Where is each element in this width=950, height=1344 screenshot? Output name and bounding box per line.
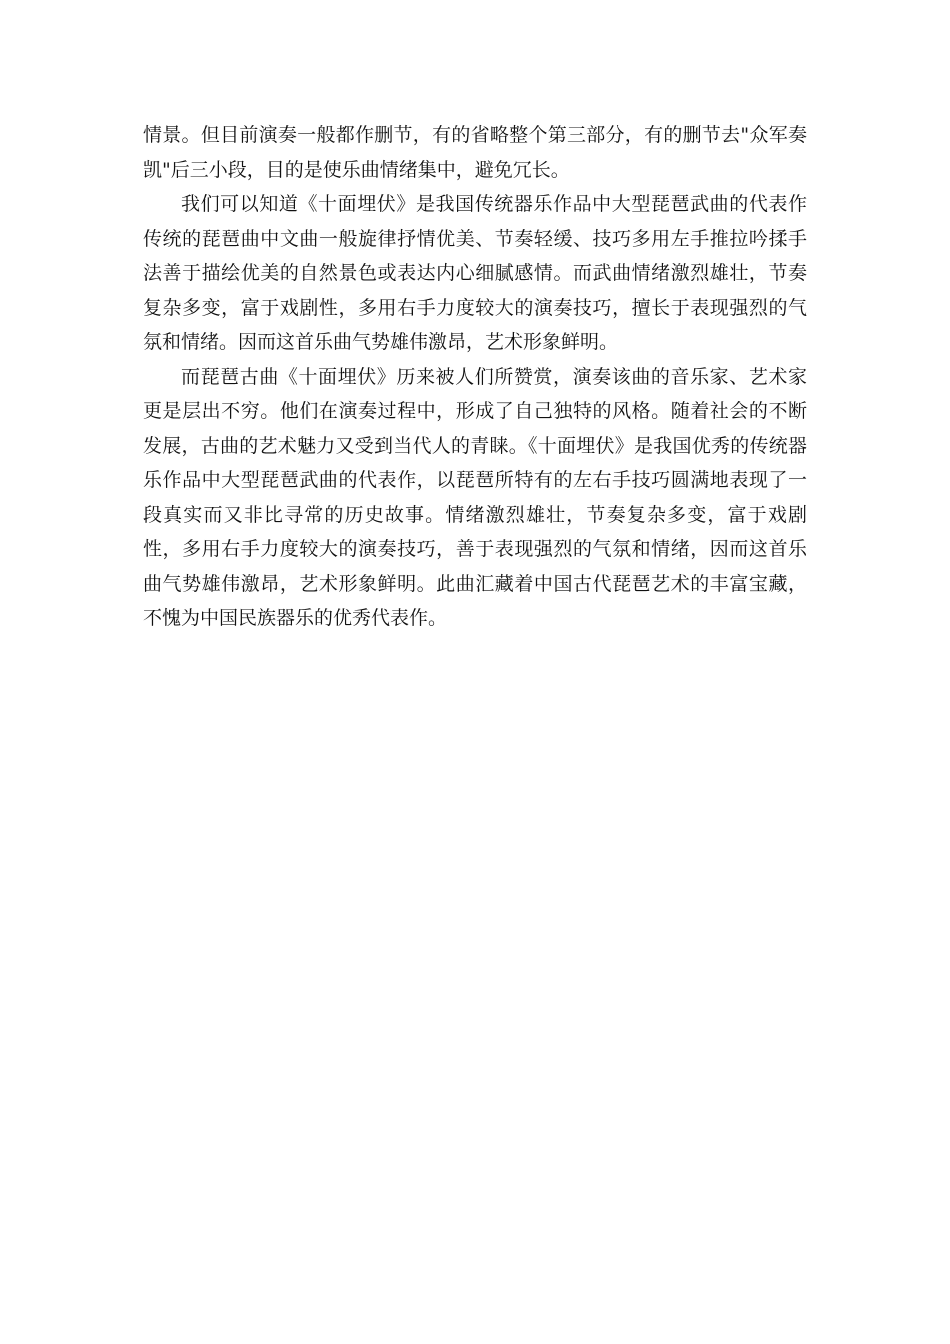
paragraph-military-piece: 我们可以知道《十面埋伏》是我国传统器乐作品中大型琵琶武曲的代表作传统的琵琶曲中文曲一般旋律抒情优美、节奏轻缓、技巧多用左手推拉吟揉手法善于描绘优美的自然景色或表达内心细腻感情。而武曲情绪激烈雄壮，节奏复杂多变，富于戏剧性，多用右手力度较大的演奏技巧，擅长于表现强烈的气氛和情绪。因而这首乐曲气势雄伟激昂，艺术形象鲜明。	[143, 193, 807, 353]
paragraph-continuation: 情景。但目前演奏一般都作删节，有的省略整个第三部分，有的删节去"众军奏凯"后三小段，目的是使乐曲情绪集中，避免冗长。	[143, 124, 807, 181]
paragraph-appreciation: 而琵琶古曲《十面埋伏》历来被人们所赞赏，演奏该曲的音乐家、艺术家更是层出不穷。他们在演奏过程中，形成了自己独特的风格。随着社会的不断发展，古曲的艺术魅力又受到当代人的青睐。《十面埋伏》是我国优秀的传统器乐作品中大型琵琶武曲的代表作，以琵琶所特有的左右手技巧圆满地表现了一段真实而又非比寻常的历史故事。情绪激烈雄壮，节奏复杂多变，富于戏剧性，多用右手力度较大的演奏技巧，善于表现强烈的气氛和情绪，因而这首乐曲气势雄伟激昂，艺术形象鲜明。此曲汇藏着中国古代琵琶艺术的丰富宝藏，不愧为中国民族器乐的优秀代表作。	[143, 365, 807, 629]
document-body	[143, 118, 807, 636]
